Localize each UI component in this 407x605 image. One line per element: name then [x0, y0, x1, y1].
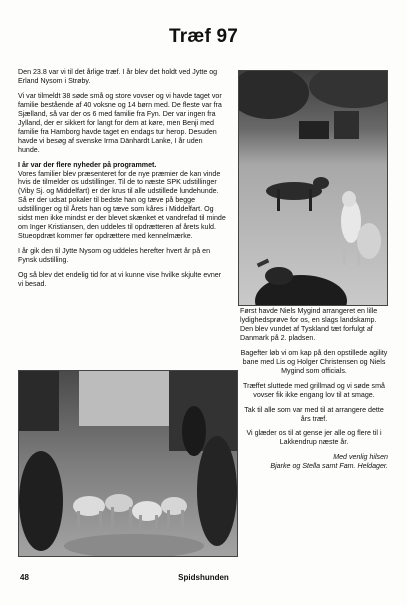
- attendance-paragraph: Vi var tilmeldt 38 søde små og store vovser og vi havde taget vor familie bestående af 40 voksne og 14 børn med. De fleste var fra Sjælland, så var der os 6 med familie fra Fyn. Der var ingen fra Jylland, der er sikkert for langt for dem at køre, men Benji med familie fra Hamborg havde taget en endags tur herop. Desuden havde vi besøg af svenske Irma Dänhardt Lanke, I år uden hunde.: [18, 91, 222, 154]
- next-year-paragraph: Vi glæder os til at gense jer alle og flere til i Lakkendrup næste år.: [246, 429, 382, 447]
- page-title: Træf 97: [169, 26, 238, 47]
- magazine-name: Spidshunden: [178, 573, 229, 582]
- signature-greeting: Med venlig hilsen: [333, 453, 388, 462]
- signature-names: Bjarke og Stella samt Fam. Heldager.: [270, 462, 388, 471]
- signature: [240, 453, 388, 471]
- skills-paragraph: Og så blev det endelig tid for at vi kunne vise hvilke skjulte evner vi besad.: [18, 271, 222, 289]
- news-paragraph: [18, 161, 226, 242]
- right-column: [240, 307, 388, 471]
- photo-dogs-field: [238, 70, 388, 306]
- obedience-paragraph: Først havde Niels Mygind arrangeret en lille lydighedsprøve for os, en slags landskamp. Den blev vundet af Tyskland tæt forfulgt af Danmark på 2. pladsen.: [240, 307, 378, 342]
- intro-paragraph: Den 23.8 var vi til det årlige træf. I år blev det holdt ved Jytte og Erland Nysom i Strøby.: [18, 68, 218, 85]
- award-paragraph: I år gik den til Jytte Nysom og uddeles herefter hvert år på en Fynsk udstilling.: [18, 247, 211, 265]
- left-column: [18, 68, 226, 295]
- grill-paragraph: Træffet sluttede med grillmad og vi søde små vovser fik ikke engang lov til at smage.: [243, 381, 385, 399]
- agility-paragraph: Bagefter løb vi om kap på den opstillede agility bane med Lis og Holger Christensen og Niels Mygind som officials.: [240, 348, 388, 375]
- news-body: Vores familier blev præsenteret for de nye præmier de kan vinde hvis de tilmelder os udstillinger. Til de to næste SPK udstillinger (Viby Sj. og Middelfart) er der krus til alle udstillede lundehunde. Så er der udsat pokaler til bedste han og tæve på begge udstillinger og til Årets han og tæve som kåres i Middelfart. Og sidst men ikke mindst er der blevet skænket et vandrefad til minde om Inger Kristiansen, den uddeles til opdrætteren af årets kuld. Stueopdræt kommer før opdrættere med kennelmærke.: [18, 169, 226, 241]
- news-lead: I år var der flere nyheder på programmet.: [18, 160, 157, 169]
- photo-dogs-group: [18, 370, 238, 557]
- page-number: 48: [20, 573, 29, 582]
- thanks-paragraph: Tak til alle som var med til at arrangere dette års træf.: [244, 405, 384, 423]
